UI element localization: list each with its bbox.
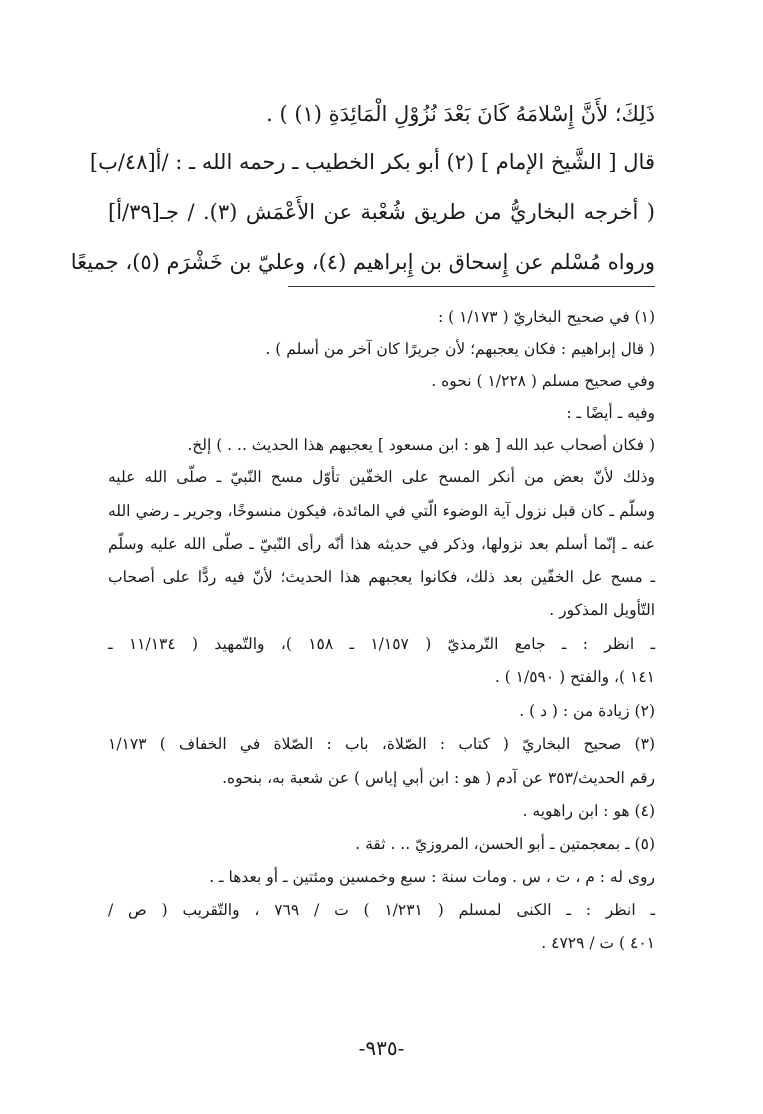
footnote-4: (٤) هو : ابن راهويه .: [522, 802, 655, 820]
footnote-1-para-line-3: عنه ـ إنّما أسلم بعد نزولها، وذكر في حديثه هذا أنّه رأى النّبيّ ـ صلّى الله عليه وسلّم: [108, 535, 655, 553]
footnote-1-ref: (١) في صحيح البخاريّ ( ١/١٧٣ ) :: [437, 308, 655, 326]
footnote-5-line-4: ٤٠١ ) ت / ٤٧٢٩ .: [541, 934, 655, 952]
footnote-5-line-2: روى له : م ، ت ، س . ومات سنة : سبع وخمسين ومئتين ـ أو بعدها ـ .: [209, 868, 655, 886]
footnote-1-para-line-5: التّأويل المذكور .: [549, 601, 655, 619]
main-text-line-2: قال [ الشَّيخ الإمام ] (٢) أبو بكر الخطيب ـ رحمه الله ـ : /أ[٤٨/ب]: [89, 150, 655, 174]
main-text-line-1: ذَلِكَ؛ لأَنَّ إِسْلامَهُ كَانَ بَعْدَ نُزُوْلِ الْمَائِدَةِ (١) ) .: [266, 102, 655, 126]
page-number: -٩٣٥-: [358, 1036, 405, 1060]
footnote-1-quote-1: ( قال إبراهيم : فكان يعجبهم؛ لأن جريرًا كان آخر من أسلم ) .: [265, 340, 655, 358]
footnote-1-muslim: وفي صحيح مسلم ( ١/٢٢٨ ) نحوه .: [431, 372, 655, 390]
footnote-1-para-line-1: وذلك لأنّ بعض من أنكر المسح على الخفّين تأوّل مسح النّبيّ ـ صلّى الله عليه: [108, 468, 655, 486]
footnote-1-see-2: ١٤١ )، والفتح ( ١/٥٩٠ ) .: [494, 668, 655, 686]
footnote-separator: [288, 286, 655, 287]
footnote-5-line-1: (٥) ـ بمعجمتين ـ أبو الحسن، المروزيّ .. . ثقة .: [355, 835, 655, 853]
main-text-line-3: ( أخرجه البخاريُّ من طريق شُعْبة عن الأَعْمَش (٣). / جـ[٣٩/أ]: [108, 200, 655, 224]
footnote-1-also: وفيه ـ أيضًا ـ :: [566, 404, 655, 422]
main-text-line-4: ورواه مُسْلم عن إِسحاق بن إِبراهيم (٤)، وعليّ بن خَشْرَم (٥)، جميعًا: [70, 250, 655, 274]
footnote-1-para-line-4: ـ مسح عل الخفّين بعد ذلك، فكانوا يعجبهم هذا الحديث؛ لأنّ فيه ردًّا على أصحاب: [108, 568, 655, 586]
footnote-3-line-1: (٣) صحيح البخاريّ ( كتاب : الصّلاة، باب : الصّلاة في الخفاف ) ١/١٧٣: [108, 735, 655, 753]
footnote-1-see-1: ـ انظر : ـ جامع التّرمذيّ ( ١/١٥٧ ـ ١٥٨ )، والتّمهيد ( ١١/١٣٤ ـ: [108, 635, 655, 653]
footnote-1-para-line-2: وسلّم ـ كان قبل نزول آية الوضوء الّتي في المائدة، فيكون منسوخًا، وجرير ـ رضي الله: [108, 502, 655, 520]
footnote-2: (٢) زيادة من : ( د ) .: [519, 702, 655, 720]
footnote-1-quote-2: ( فكان أصحاب عبد الله [ هو : ابن مسعود ] يعجبهم هذا الحديث .. . ) إلخ.: [187, 436, 655, 454]
footnote-3-line-2: رقم الحديث/٣٥٣ عن آدم ( هو : ابن أبي إياس ) عن شعبة به، بنحوه.: [222, 769, 655, 787]
footnote-5-line-3: ـ انظر : ـ الكنى لمسلم ( ١/٢٣١ ) ت / ٧٦٩ ، والتّقريب ( ص /: [108, 901, 656, 919]
